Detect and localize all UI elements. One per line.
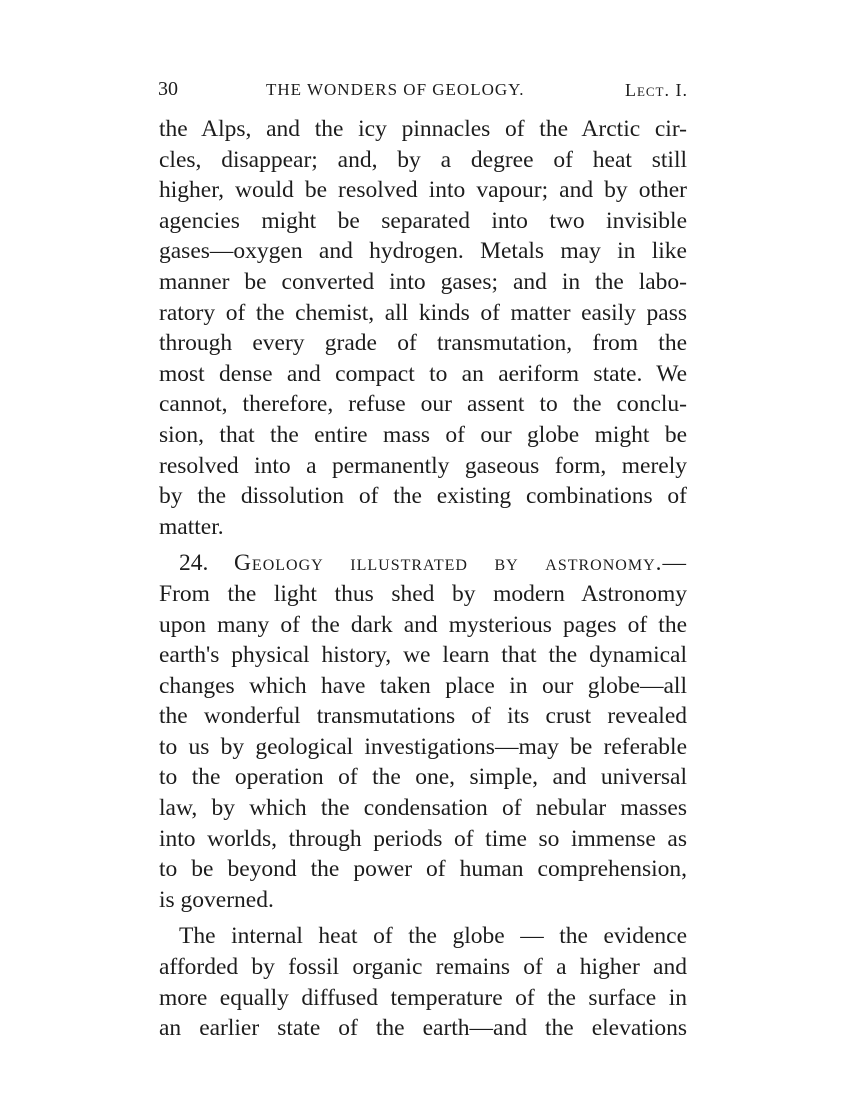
text-line: more equally diffused temperature of the surface in (159, 984, 687, 1011)
text-line: most dense and compact to an aeriform state. We (159, 360, 687, 387)
text-line: through every grade of transmutation, from the (159, 330, 687, 357)
section-heading: Geology illustrated by astronomy.— (233, 550, 688, 577)
text-line: an earlier state of the earth—and the elevations (159, 1015, 687, 1042)
lecture-label: Lect. I. (624, 80, 688, 100)
paragraph-internal-heat (159, 921, 687, 1043)
text-line: afforded by fossil organic remains of a higher and (159, 954, 687, 981)
text-line: changes which have taken place in our globe—all (159, 672, 687, 699)
text-line: into worlds, through periods of time so immense as (159, 825, 687, 852)
page-number: 30 (158, 78, 178, 100)
text-line: to the operation of the one, simple, and universal (159, 764, 687, 791)
text-line: cles, disappear; and, by a degree of heat still (159, 146, 687, 173)
section-heading-line (159, 548, 687, 579)
text-line: the wonderful transmutations of its crust revealed (159, 703, 687, 730)
paragraph-continuation (159, 114, 687, 542)
text-line: is governed. (159, 886, 274, 913)
text-line: upon many of the dark and mysterious pages of the (159, 611, 687, 638)
text-line: agencies might be separated into two invisible (159, 207, 687, 234)
text-line: law, by which the condensation of nebular masses (159, 795, 687, 822)
text-line: manner be converted into gases; and in the labo- (159, 268, 687, 295)
text-line: resolved into a permanently gaseous form, merely (159, 452, 687, 479)
text-line: the Alps, and the icy pinnacles of the Arctic cir- (159, 116, 687, 142)
text-line: matter. (159, 513, 224, 540)
text-line: ratory of the chemist, all kinds of matter easily pass (159, 299, 687, 326)
text-line: The internal heat of the globe — the evidence (179, 923, 687, 950)
text-line: to us by geological investigations—may be referable (159, 733, 687, 760)
body-text (159, 114, 687, 1044)
text-line: higher, would be resolved into vapour; and by other (159, 177, 687, 204)
section-number: 24. (179, 550, 209, 577)
text-line: sion, that the entire mass of our globe might be (159, 421, 687, 448)
text-line: From the light thus shed by modern Astronomy (159, 580, 687, 607)
text-line: by the dissolution of the existing combinations of (159, 483, 687, 510)
text-line: cannot, therefore, refuse our assent to the conclu- (159, 391, 687, 418)
text-line: gases—oxygen and hydrogen. Metals may in like (159, 238, 687, 265)
running-title: THE WONDERS OF GEOLOGY. (266, 80, 525, 99)
running-header (158, 78, 688, 104)
section-24 (159, 548, 687, 915)
text-line: to be beyond the power of human comprehension, (159, 856, 687, 883)
text-line: earth's physical history, we learn that the dynamical (159, 642, 687, 669)
